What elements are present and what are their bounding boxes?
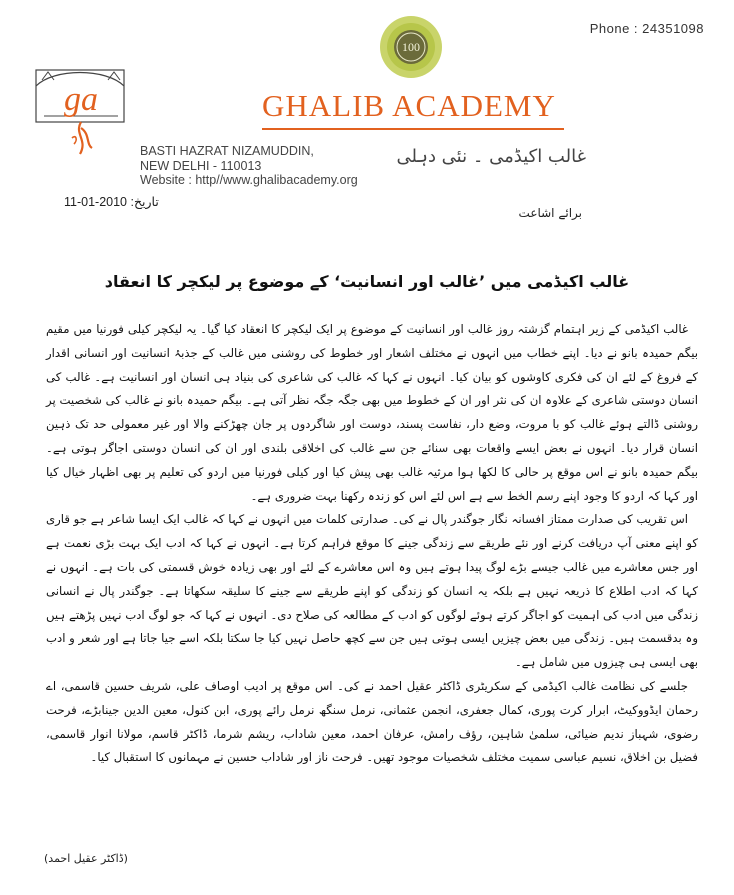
organization-name: GHALIB ACADEMY: [262, 88, 556, 123]
header-rule: [262, 128, 564, 130]
article-headline: غالب اکیڈمی میں ’غالب اور انسانیت‘ کے موضوع پر لیکچر کا انعقاد: [104, 272, 630, 291]
phone-number: Phone : 24351098: [589, 21, 704, 36]
urdu-organization-name: غالب اکیڈمی ۔ نئی دہلی: [396, 146, 586, 167]
address-line-1: BASTI HAZRAT NIZAMUDDIN,: [140, 144, 314, 158]
date-value: 11-01-2010: [64, 195, 128, 209]
article-body: [46, 318, 698, 770]
article-paragraph-1: غالب اکیڈمی کے زیر اہتمام گزشتہ روز غالب اور انسانیت کے موضوع پر ایک لیکچر کا انعقاد کیا گیا۔ یہ لیکچر کیلی فورنیا میں مقیم بیگم حمیدہ بانو نے دیا۔ اپنے خطاب میں انہوں نے مختلف اشعار اور خطوط کی روشنی میں غالب کے جذبۂ انسانیت اور انسانی اقدار کے فروغ کے لئے ان کی فکری کاوشوں کو بیان کیا۔ انہوں نے کہا کہ غالب کی شاعری کی بنیاد ہی انسان اور انسانیت ہے۔ غالب کی انسان دوستی شاعری کے علاوہ ان کی نثر اور ان کے خطوط میں بھی جگہ جگہ نظر آتی ہے۔ بیگم حمیدہ بانو نے غالب کی شخصیت پر روشنی ڈالتے ہوئے غالب کو با مروت، وضع دار، نفاست پسند، دوست اور شاگردوں پر جان چھڑکنے والا اور غیر معمولی حد تک ذہین انسان قرار دیا۔ انہوں نے بعض ایسے واقعات بھی سنائے جن سے غالب کی اخلاقی بلندی اور ان کی انسان دوستی اجاگر ہوتی ہے۔ بیگم حمیدہ بانو نے اس موقع پر حالی کا لکھا ہوا مرثیہ غالب بھی پیش کیا اور کیلی فورنیا میں اردو کی تعلیم پر بھی اظہار خیال کیا اور کہا کہ اردو کا وجود اپنے رسم الخط سے ہے اس لئے اس کو زندہ رکھنا بہت ضروری ہے۔: [46, 322, 698, 503]
ghalib-academy-logo: [34, 64, 128, 164]
article-paragraph-2: اس تقریب کی صدارت ممتاز افسانہ نگار جوگندر پال نے کی۔ صدارتی کلمات میں انہوں نے کہا کہ غالب ایک ایسا شاعر ہے جو قاری کو اپنے معنی آپ دریافت کرنے اور نئے طریقے سے زندگی جینے کا موقع فراہم کرتا ہے۔ انہوں نے کہا کہ ادب ایک بہت بڑی نعمت ہے اور جس معاشرے میں غالب جیسے بڑے لوگ پیدا ہوتے ہیں وہ اس معاشرے کے لئے اور بھی زیادہ خوش قسمتی کی بات ہے۔ انہوں نے کہا کہ ادب اطلاع کا ذریعہ نہیں ہے بلکہ یہ انسان کو زندگی کو اپنے طریقے سے جینے کا سلیقہ سکھاتا ہے۔ جوگندر پال نے انسانی زندگی میں ادب کی اہمیت کو اجاگر کرتے ہوئے لوگوں کو ادب کے مطالعہ کی صلاح دی۔ انہوں نے کہا کہ جو لوگ ادب نہیں پڑھتے ہیں وہ بدقسمت ہیں۔ زندگی میں بعض چیزیں ایسی ہوتی ہیں جن سے کچھ حاصل نہیں کیا جا سکتا بلکہ اسے جیا جاتا ہے اور شعر و ادب بھی ایسی ہی چیزوں میں شامل ہے۔: [46, 512, 698, 670]
signature: (ڈاکٹر عقیل احمد): [44, 852, 128, 865]
for-publication-label: برائے اشاعت: [518, 206, 582, 220]
logo-letters: ga: [64, 81, 98, 118]
centenary-seal: [378, 14, 444, 80]
address-line-2: NEW DELHI - 110013: [140, 158, 262, 173]
date-label: تاریخ:: [130, 195, 159, 209]
website-line[interactable]: Website : http//www.ghalibacademy.org: [140, 173, 358, 187]
article-paragraph-3: جلسے کی نظامت غالب اکیڈمی کے سکریٹری ڈاکٹر عقیل احمد نے کی۔ اس موقع پر ادیب اوصاف علی، شریف حسین قاسمی، اے رحمان ایڈووکیٹ، ابرار کرت پوری، کمال جعفری، انجمن عثمانی، نرمل سنگھ نرمل رائے پوری، ابن کنول، معین الدین جینابڑے، فرحت رضوی، شہباز ندیم ضیائی، سلمیٰ شاہین، رؤف رامش، عرفان احمد، معین شاداب، ریشم شرما، ڈاکٹر قاسم، مولانا انوار قاسمی، فضیل بن اخلاق، نسیم عباسی سمیت مختلف شخصیات موجود تھیں۔ فرحت ناز اور شاداب حسین نے مہمانوں کا استقبال کیا۔: [46, 678, 698, 765]
date-line: [64, 194, 159, 209]
address-block: [140, 144, 358, 188]
seal-text: 100: [402, 40, 420, 54]
